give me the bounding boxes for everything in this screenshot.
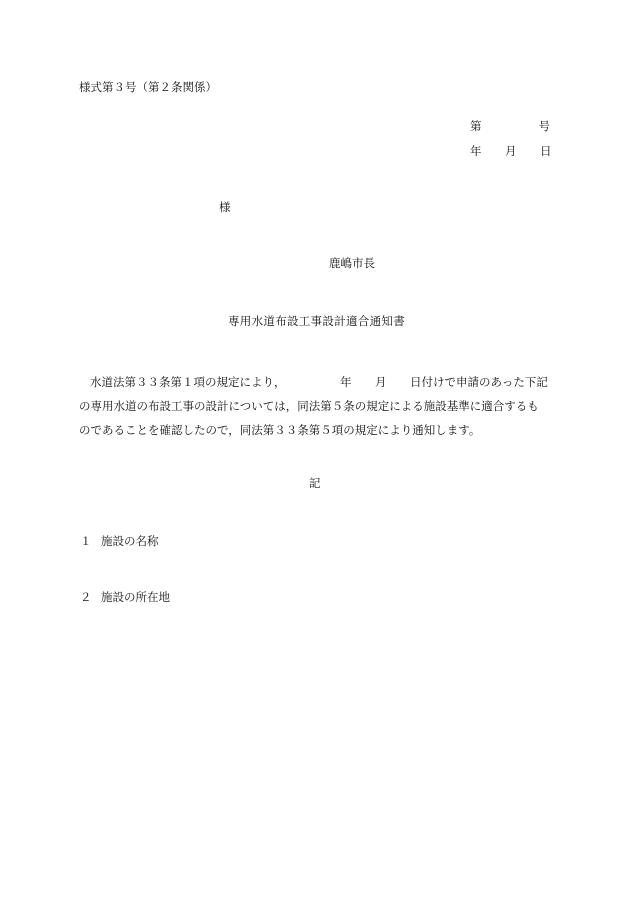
body-line-1 <box>79 370 551 394</box>
addressee: 様 <box>219 200 231 214</box>
item-number: ２ <box>80 590 92 604</box>
item-label: 施設の名称 <box>101 534 159 548</box>
date-month: 月 <box>505 144 517 158</box>
issuer: 鹿嶋市長 <box>329 256 375 270</box>
date-year: 年 <box>470 144 482 158</box>
ki-heading: 記 <box>309 476 321 490</box>
number-prefix: 第 <box>470 119 482 133</box>
date-day: 日 <box>540 144 552 158</box>
number-suffix: 号 <box>538 119 550 133</box>
body-line-3: のであることを確認したので，同法第３３条第５項の規定により通知します。 <box>79 423 481 437</box>
body-line-1-start: 水道法第３３条第１項の規定により， <box>90 375 286 389</box>
body-paragraph <box>79 370 551 442</box>
body-month: 月 <box>375 375 387 389</box>
body-line-1-end: 日付けで申請のあった下記 <box>410 375 548 389</box>
form-number: 様式第３号（第２条関係） <box>79 80 217 94</box>
body-year: 年 <box>340 375 352 389</box>
body-line-2: の専用水道の布設工事の設計については，同法第５条の規定による施設基準に適合するも <box>79 399 539 413</box>
item-label: 施設の所在地 <box>101 590 170 604</box>
document-title: 専用水道布設工事設計適合通知書 <box>228 314 405 328</box>
item-number: １ <box>80 534 92 548</box>
